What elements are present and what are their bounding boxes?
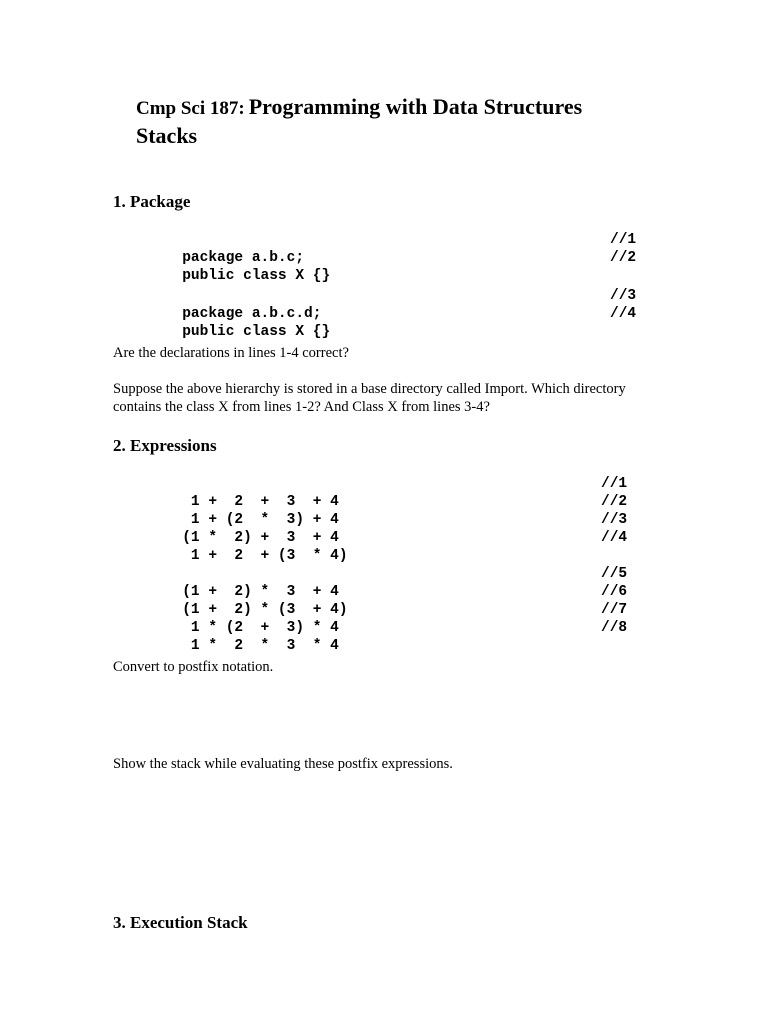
code-block-expressions-1 bbox=[130, 475, 650, 564]
code-block-package-1 bbox=[130, 231, 650, 284]
code-text: 1 + 2 + (3 * 4) bbox=[182, 548, 348, 564]
line-comment: //5 bbox=[601, 566, 628, 582]
document-title-block bbox=[136, 94, 582, 149]
code-text: public class X {} bbox=[182, 324, 331, 340]
code-text: (1 + 2) * 3 + 4 bbox=[182, 584, 339, 600]
code-line bbox=[130, 565, 650, 600]
question-text: Convert to postfix notation. bbox=[113, 659, 274, 675]
code-line bbox=[130, 305, 650, 340]
code-text: (1 * 2) + 3 + 4 bbox=[182, 530, 339, 546]
line-comment: //3 bbox=[601, 512, 628, 528]
line-comment: //2 bbox=[610, 250, 637, 266]
code-line bbox=[130, 583, 650, 618]
line-comment: //8 bbox=[601, 620, 628, 636]
code-text: package a.b.c; bbox=[182, 250, 305, 266]
code-text: 1 + 2 + 3 + 4 bbox=[182, 494, 339, 510]
code-line bbox=[130, 601, 650, 636]
section-heading-execution-stack: 3. Execution Stack bbox=[113, 913, 248, 932]
section-heading-package: 1. Package bbox=[113, 192, 191, 211]
code-line bbox=[130, 287, 650, 322]
line-comment: //7 bbox=[601, 602, 628, 618]
page-title: Programming with Data Structures bbox=[248, 94, 583, 119]
line-comment: //1 bbox=[601, 476, 628, 492]
code-line bbox=[130, 511, 650, 546]
line-comment: //4 bbox=[610, 306, 637, 322]
code-text: 1 + (2 * 3) + 4 bbox=[182, 512, 339, 528]
code-text: 1 * 2 * 3 * 4 bbox=[182, 638, 339, 654]
line-comment: //2 bbox=[601, 494, 628, 510]
line-comment: //1 bbox=[610, 232, 637, 248]
code-line bbox=[130, 529, 650, 564]
code-block-expressions-2 bbox=[130, 565, 650, 654]
code-line bbox=[130, 231, 650, 266]
line-comment: //3 bbox=[610, 288, 637, 304]
code-text: public class X {} bbox=[182, 268, 331, 284]
code-text: package a.b.c.d; bbox=[182, 306, 322, 322]
code-text: 1 * (2 + 3) * 4 bbox=[182, 620, 339, 636]
code-text: (1 + 2) * (3 + 4) bbox=[182, 602, 348, 618]
page-subtitle: Stacks bbox=[136, 123, 198, 148]
question-text: Are the declarations in lines 1-4 correct? bbox=[113, 345, 349, 361]
code-block-package-2 bbox=[130, 287, 650, 340]
course-code: Cmp Sci 187: bbox=[136, 98, 245, 119]
code-line bbox=[130, 619, 650, 654]
question-text: Show the stack while evaluating these postfix expressions. bbox=[113, 756, 453, 772]
code-line bbox=[130, 493, 650, 528]
line-comment: //4 bbox=[601, 530, 628, 546]
section-heading-expressions: 2. Expressions bbox=[113, 436, 217, 455]
code-line bbox=[130, 249, 650, 284]
title-line bbox=[136, 94, 582, 123]
line-comment: //6 bbox=[601, 584, 628, 600]
question-text: Suppose the above hierarchy is stored in a base directory called Import. Which directory contains the class X from lines 1-2? And Class X from lines 3-4? bbox=[113, 381, 626, 415]
code-line bbox=[130, 475, 650, 510]
